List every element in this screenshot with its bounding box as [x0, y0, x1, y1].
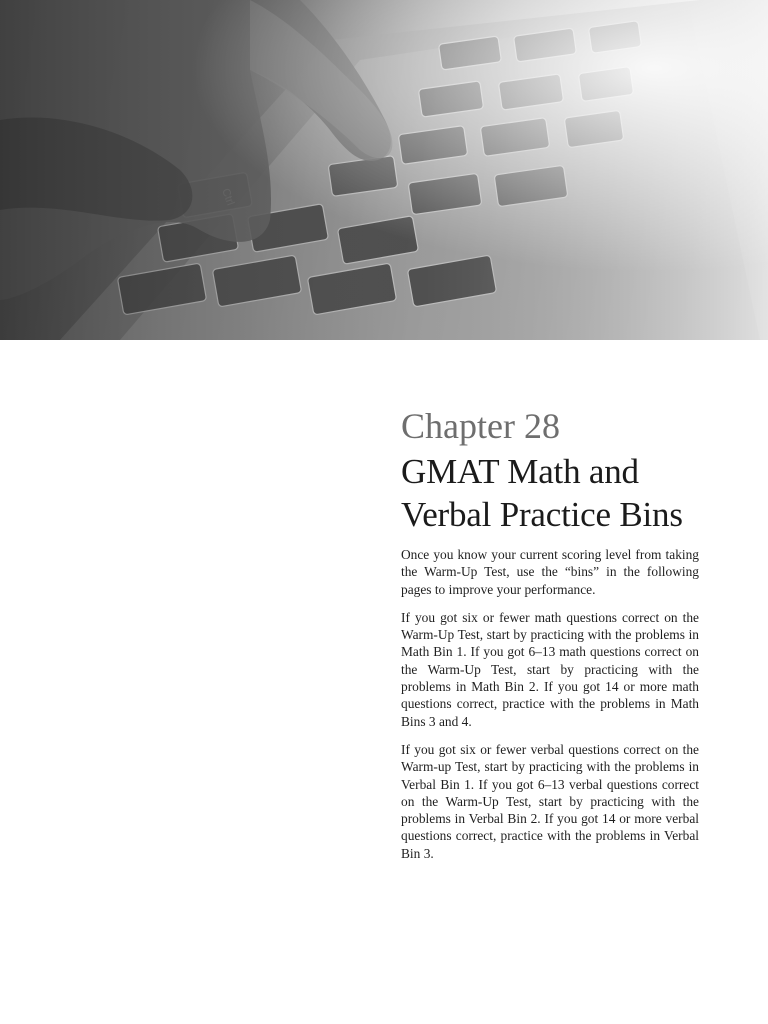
verbal-bins-paragraph: If you got six or fewer verbal questions correct on the Warm-up Test, start by practicing with the problems in Verbal Bin 1. If you got 6–13 verbal questions correct on the Warm-Up Test, start by practicing with the problems in Verbal Bin 2. If you got 14 or more verbal questions correct, practice with the problems in Verbal Bin 3. — [401, 741, 699, 861]
chapter-title-line-1: GMAT Math and — [401, 452, 639, 491]
math-bins-paragraph: If you got six or fewer math questions correct on the Warm-Up Test, start by practicing with the problems in Math Bin 1. If you got 6–13 math questions correct on the Warm-Up Test, start by practicing with the problems in Math Bin 2. If you got 14 or more math questions correct, practice with the problems in Math Bins 3 and 4. — [401, 609, 699, 729]
hero-photo — [0, 0, 768, 340]
chapter-number: Chapter 28 — [401, 406, 560, 446]
keyboard-illustration — [0, 0, 768, 340]
chapter-title-line-2: Verbal Practice Bins — [401, 495, 683, 534]
chapter-opener — [401, 404, 699, 873]
intro-paragraph: Once you know your current scoring level from taking the Warm-Up Test, use the “bins” in the following pages to improve your performance. — [401, 547, 699, 597]
chapter-title — [401, 450, 699, 536]
